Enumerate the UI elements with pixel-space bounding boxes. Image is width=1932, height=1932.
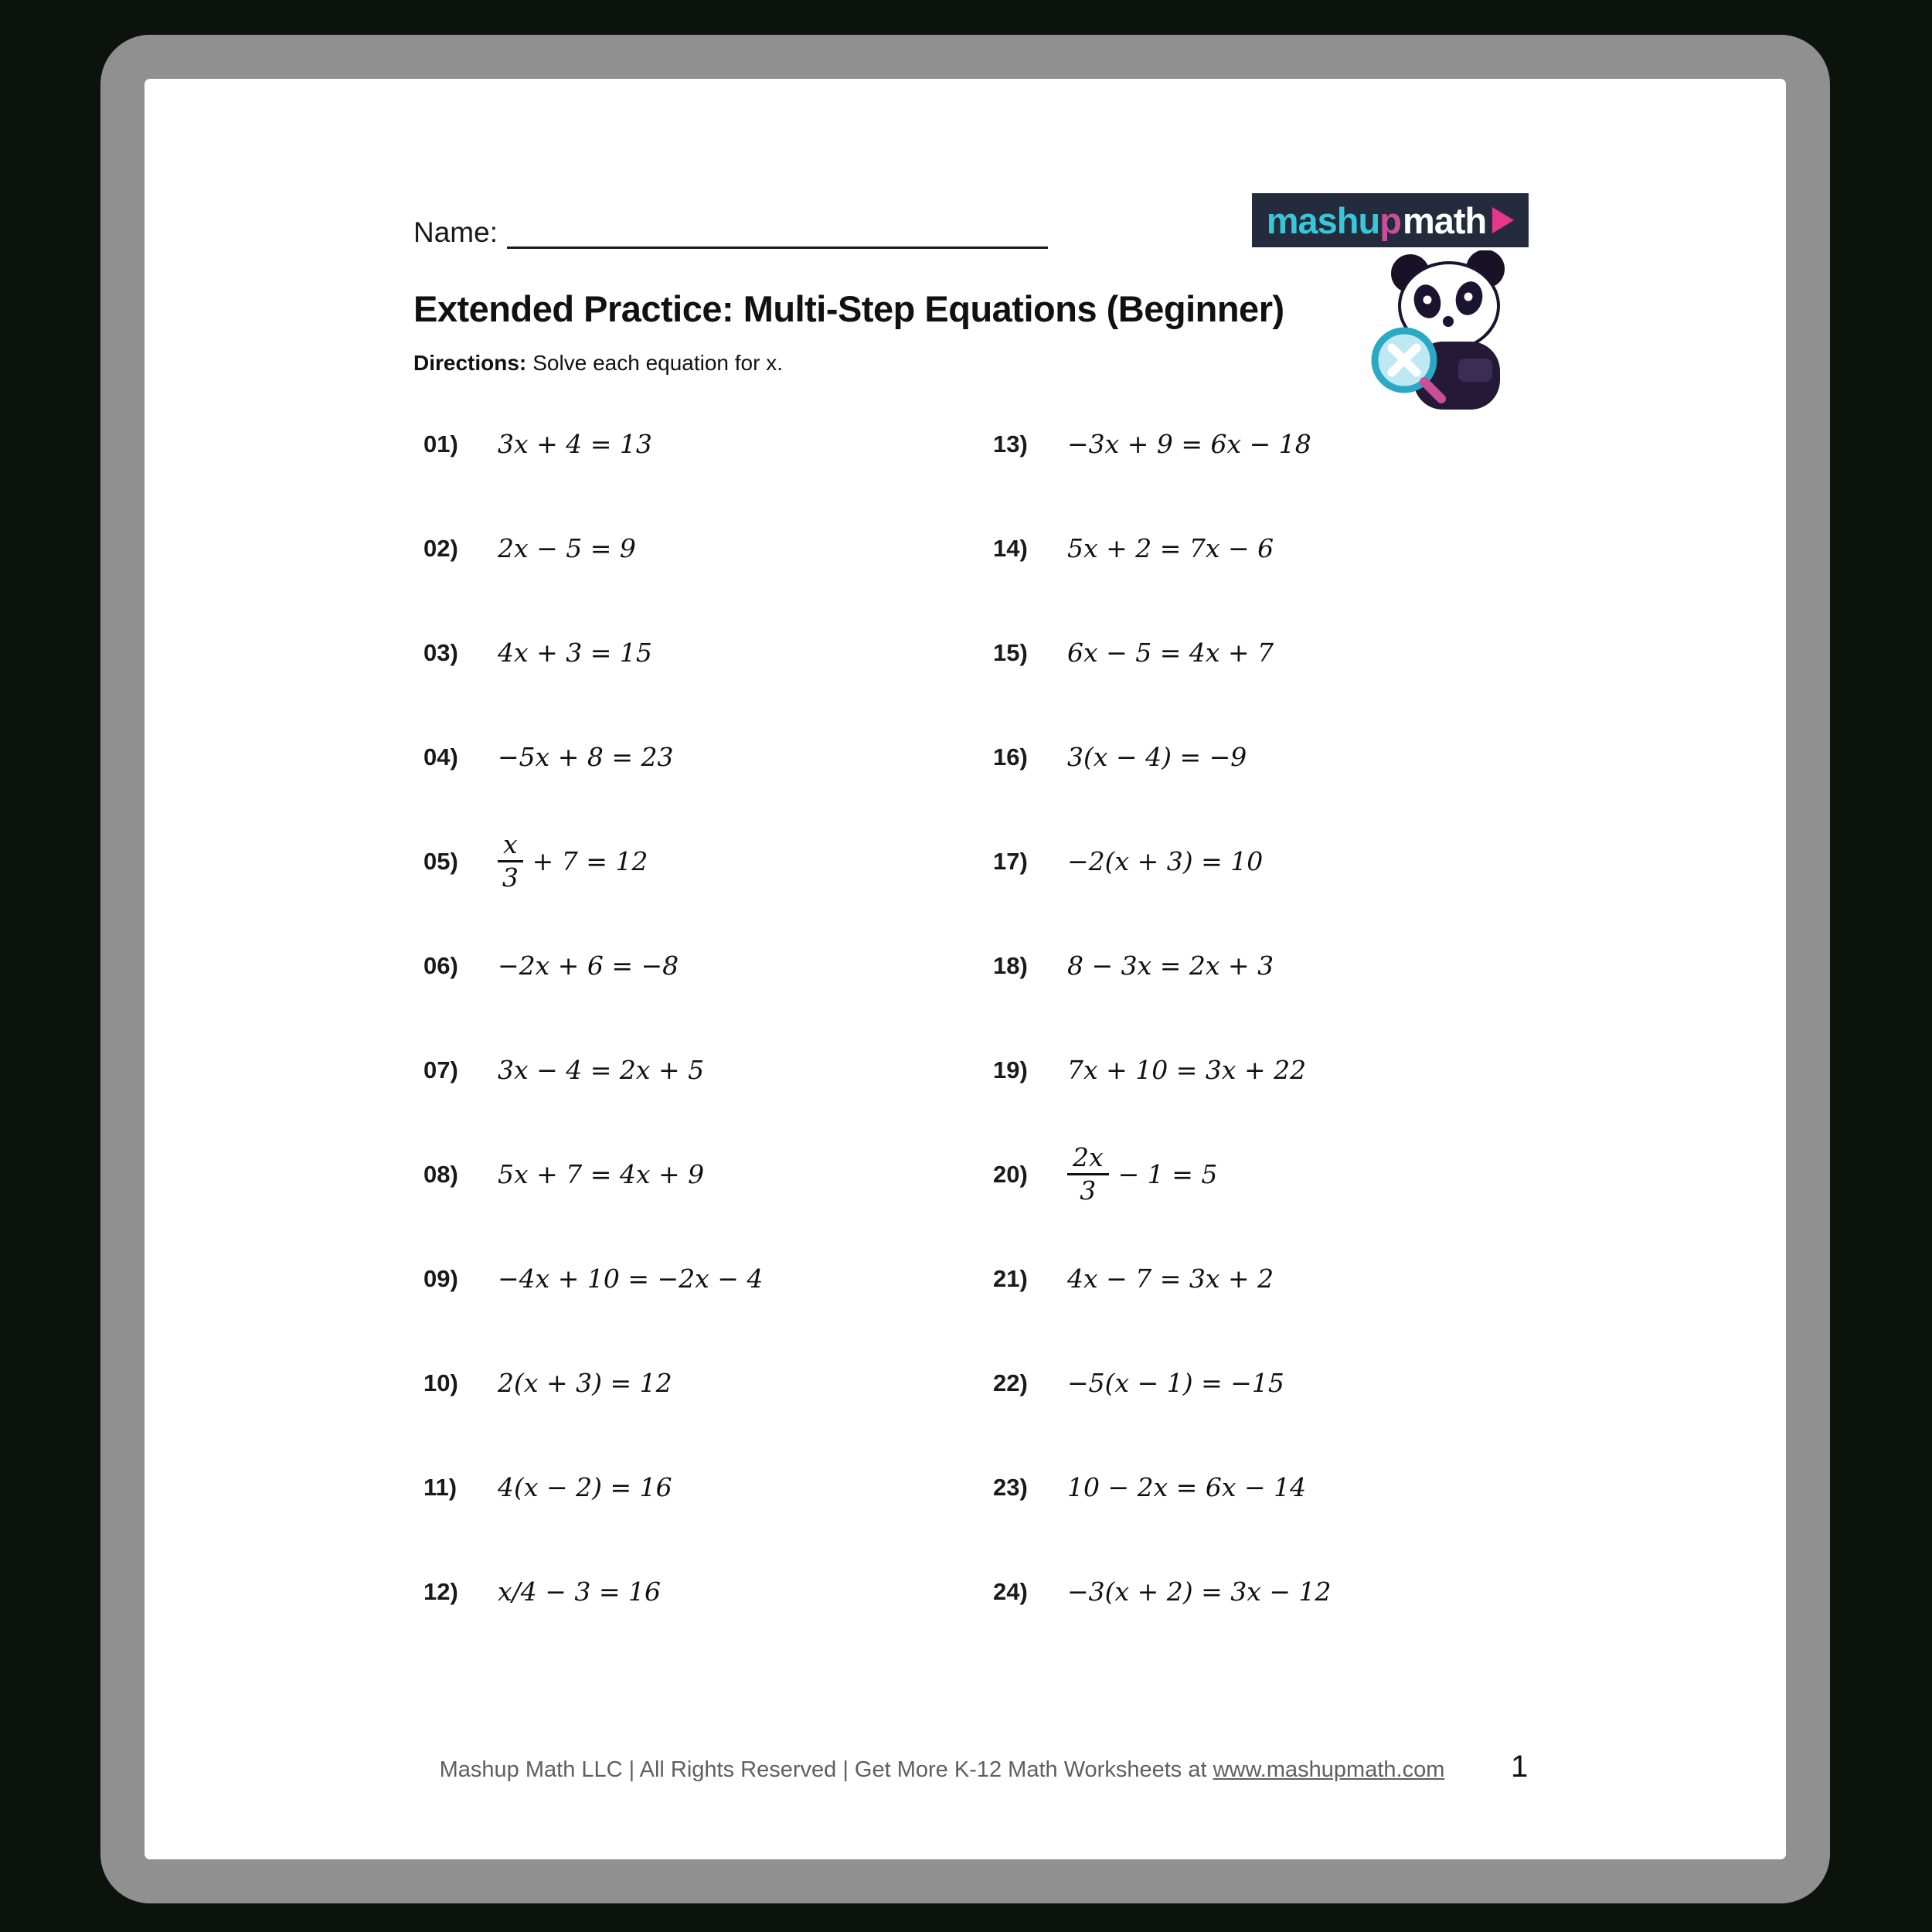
problem-number: 21)	[993, 1264, 1028, 1292]
equation-rest: + 7 = 12	[532, 846, 648, 876]
problem-item-10	[423, 1331, 993, 1435]
problem-item-05	[423, 809, 993, 913]
problem-number: 20)	[993, 1160, 1028, 1188]
problem-equation: 4x − 7 = 3x + 2	[1067, 1264, 1274, 1294]
problem-number: 05)	[423, 847, 458, 875]
problem-equation: 4(x − 2) = 16	[498, 1472, 672, 1502]
logo-text-p: p	[1379, 199, 1401, 241]
problem-item-18	[993, 913, 1534, 1018]
problem-number: 03)	[423, 638, 458, 666]
problem-number: 01)	[423, 430, 458, 457]
problem-item-17	[993, 809, 1534, 913]
problem-item-02	[423, 496, 993, 600]
problem-equation: 10 − 2x = 6x − 14	[1067, 1472, 1307, 1502]
fraction	[1067, 1141, 1109, 1206]
problem-number: 04)	[423, 743, 458, 770]
problem-number: 15)	[993, 638, 1028, 666]
problem-number: 23)	[993, 1473, 1028, 1501]
problem-equation: −2x + 6 = −8	[498, 951, 679, 981]
problem-item-15	[993, 600, 1534, 705]
problem-item-24	[993, 1539, 1534, 1644]
fraction-numerator: x	[498, 831, 523, 862]
name-row	[413, 216, 1048, 249]
problem-item-04	[423, 705, 993, 809]
problem-number: 22)	[993, 1369, 1028, 1396]
problem-equation: x/4 − 3 = 16	[498, 1577, 661, 1607]
problem-equation: −5x + 8 = 23	[498, 742, 674, 772]
problem-item-11	[423, 1435, 993, 1539]
problem-number: 18)	[993, 951, 1028, 979]
fraction-denominator: 3	[502, 862, 519, 893]
problem-equation: −4x + 10 = −2x − 4	[498, 1264, 764, 1294]
problem-equation: 3x − 4 = 2x + 5	[498, 1055, 705, 1085]
problem-equation: 2(x + 3) = 12	[498, 1368, 672, 1398]
worksheet-page	[145, 79, 1786, 1859]
problem-item-07	[423, 1018, 993, 1122]
name-label: Name:	[413, 216, 498, 248]
fraction-numerator: 2x	[1067, 1144, 1109, 1175]
problem-equation: 4x + 3 = 15	[498, 638, 652, 668]
problem-item-08	[423, 1122, 993, 1226]
problem-equation	[498, 828, 648, 893]
problem-item-09	[423, 1226, 993, 1331]
problem-item-23	[993, 1435, 1534, 1539]
problem-number: 16)	[993, 743, 1028, 770]
problem-number: 02)	[423, 534, 458, 562]
directions-text: Solve each equation for x.	[532, 351, 784, 375]
page-number: 1	[1511, 1750, 1529, 1784]
problem-equation: −5(x − 1) = −15	[1067, 1368, 1284, 1398]
problem-equation: 7x + 10 = 3x + 22	[1067, 1055, 1307, 1085]
directions-label: Directions:	[413, 351, 527, 375]
problem-item-14	[993, 496, 1534, 600]
problem-number: 14)	[993, 534, 1028, 562]
fraction	[498, 828, 523, 893]
problem-number: 06)	[423, 951, 458, 979]
problem-item-22	[993, 1331, 1534, 1435]
footer-text: Mashup Math LLC | All Rights Reserved | Get More K-12 Math Worksheets at	[439, 1757, 1213, 1782]
problem-item-16	[993, 705, 1534, 809]
logo-text-math: math	[1402, 199, 1487, 241]
play-triangle-icon	[1492, 207, 1514, 233]
problem-equation	[1067, 1141, 1218, 1206]
problem-equation: 2x − 5 = 9	[498, 533, 636, 563]
page-title: Extended Practice: Multi-Step Equations (Beginner)	[413, 288, 1284, 329]
problem-item-06	[423, 913, 993, 1018]
problem-number: 11)	[423, 1473, 457, 1501]
worksheet-card	[100, 35, 1830, 1903]
problem-equation: −3(x + 2) = 3x − 12	[1067, 1577, 1332, 1607]
problem-number: 10)	[423, 1369, 458, 1396]
directions	[413, 351, 783, 376]
problem-equation: 3x + 4 = 13	[498, 429, 652, 459]
problem-number: 09)	[423, 1264, 458, 1292]
problem-item-19	[993, 1018, 1534, 1122]
problem-number: 17)	[993, 847, 1028, 875]
problem-number: 24)	[993, 1577, 1028, 1605]
problem-equation: 5x + 7 = 4x + 9	[498, 1159, 705, 1189]
problem-equation: 6x − 5 = 4x + 7	[1067, 638, 1274, 668]
problem-item-12	[423, 1539, 993, 1644]
problem-equation: 8 − 3x = 2x + 3	[1067, 951, 1274, 981]
mashup-math-logo	[1252, 193, 1529, 247]
problem-number: 19)	[993, 1056, 1028, 1083]
problem-equation: −2(x + 3) = 10	[1067, 846, 1264, 876]
fraction-denominator: 3	[1080, 1175, 1097, 1206]
equation-rest: − 1 = 5	[1117, 1159, 1218, 1189]
problem-number: 07)	[423, 1056, 458, 1083]
footer-link[interactable]: www.mashupmath.com	[1213, 1757, 1445, 1782]
problem-item-03	[423, 600, 993, 705]
problem-number: 13)	[993, 430, 1028, 457]
problem-item-21	[993, 1226, 1534, 1331]
problem-number: 12)	[423, 1577, 458, 1605]
problem-equation: 5x + 2 = 7x − 6	[1067, 533, 1274, 563]
problem-item-13	[993, 392, 1534, 496]
problem-equation: −3x + 9 = 6x − 18	[1067, 429, 1311, 459]
problem-item-20	[993, 1122, 1534, 1226]
problem-equation: 3(x − 4) = −9	[1067, 742, 1247, 772]
name-blank-line	[507, 219, 1048, 249]
problem-number: 08)	[423, 1160, 458, 1188]
logo-text-mashu: mashu	[1266, 199, 1380, 241]
problem-item-01	[423, 392, 993, 496]
problems-grid	[423, 392, 1534, 1644]
